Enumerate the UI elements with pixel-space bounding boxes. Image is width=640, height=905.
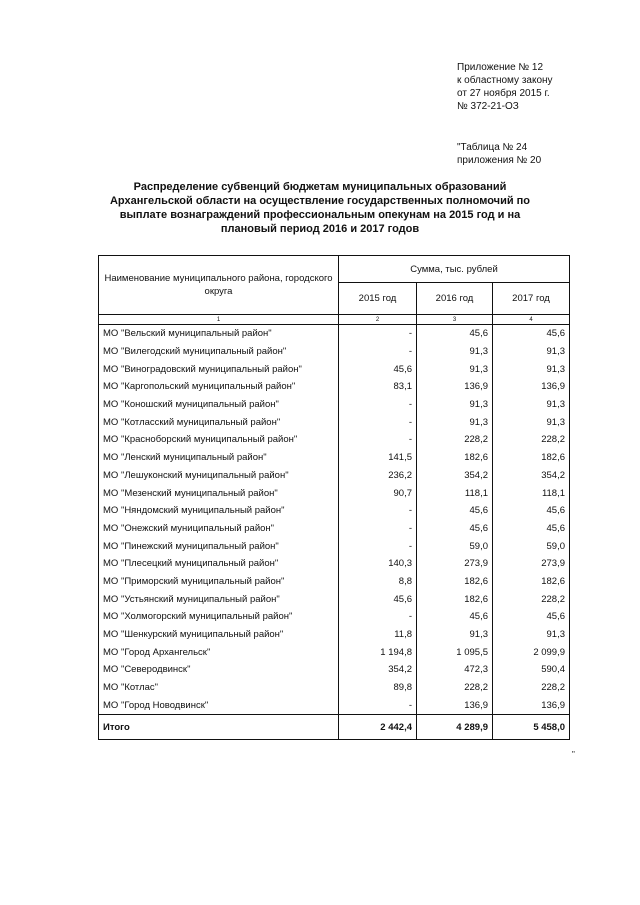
value-2017: 182,6: [493, 573, 570, 591]
value-2016: 91,3: [417, 360, 493, 378]
value-2016: 45,6: [417, 502, 493, 520]
total-label: Итого: [99, 715, 339, 740]
table-row: [99, 661, 570, 679]
value-2016: 182,6: [417, 590, 493, 608]
value-2015: 236,2: [339, 467, 417, 485]
value-2017: 118,1: [493, 484, 570, 502]
value-2015: -: [339, 325, 417, 343]
table-row: [99, 325, 570, 343]
municipality-name: МО "Лешуконский муниципальный район": [99, 467, 339, 485]
municipality-name: МО "Вилегодский муниципальный район": [99, 343, 339, 361]
value-2015: 1 194,8: [339, 643, 417, 661]
header-municipality: Наименование муниципального района, городского округа: [99, 256, 339, 315]
value-2017: 182,6: [493, 449, 570, 467]
appendix-line: Приложение № 12: [457, 62, 544, 73]
appendix-line: № 372-21-ОЗ: [457, 101, 519, 112]
table-reference: [457, 141, 541, 167]
value-2017: 354,2: [493, 467, 570, 485]
table-row: [99, 378, 570, 396]
municipality-name: МО "Вельский муниципальный район": [99, 325, 339, 343]
table-row: [99, 343, 570, 361]
value-2015: 83,1: [339, 378, 417, 396]
value-2016: 273,9: [417, 555, 493, 573]
municipality-name: МО "Приморский муниципальный район": [99, 573, 339, 591]
municipality-name: МО "Красноборский муниципальный район": [99, 431, 339, 449]
value-2015: -: [339, 608, 417, 626]
municipality-name: МО "Пинежский муниципальный район": [99, 537, 339, 555]
table-row: [99, 679, 570, 697]
table-reference-line: приложения № 20: [457, 155, 542, 166]
value-2015: -: [339, 396, 417, 414]
table-row: [99, 413, 570, 431]
municipality-name: МО "Онежский муниципальный район": [99, 520, 339, 538]
municipality-name: МО "Шенкурский муниципальный район": [99, 626, 339, 644]
table-row: [99, 502, 570, 520]
municipality-name: МО "Ленский муниципальный район": [99, 449, 339, 467]
municipality-name: МО "Котлас": [99, 679, 339, 697]
closing-quote: ": [572, 750, 575, 759]
value-2017: 59,0: [493, 537, 570, 555]
column-number: 4: [493, 315, 570, 325]
value-2015: -: [339, 537, 417, 555]
header-sum: Сумма, тыс. рублей: [339, 256, 570, 283]
header-year-2017: 2017 год: [493, 283, 570, 315]
value-2015: 141,5: [339, 449, 417, 467]
value-2017: 2 099,9: [493, 643, 570, 661]
value-2017: 590,4: [493, 661, 570, 679]
value-2016: 118,1: [417, 484, 493, 502]
value-2017: 45,6: [493, 608, 570, 626]
value-2015: 354,2: [339, 661, 417, 679]
municipality-name: МО "Город Архангельск": [99, 643, 339, 661]
municipality-name: МО "Северодвинск": [99, 661, 339, 679]
value-2015: 11,8: [339, 626, 417, 644]
value-2016: 1 095,5: [417, 643, 493, 661]
appendix-line: от 27 ноября 2015 г.: [457, 88, 550, 99]
table-row: [99, 467, 570, 485]
table-row: [99, 590, 570, 608]
table-reference-line: "Таблица № 24: [457, 142, 528, 153]
municipality-name: МО "Город Новодвинск": [99, 696, 339, 714]
municipality-name: МО "Холмогорский муниципальный район": [99, 608, 339, 626]
total-2015: 2 442,4: [339, 715, 417, 740]
table-row: [99, 573, 570, 591]
value-2017: 91,3: [493, 360, 570, 378]
value-2016: 45,6: [417, 325, 493, 343]
municipality-name: МО "Коношский муниципальный район": [99, 396, 339, 414]
value-2017: 228,2: [493, 431, 570, 449]
value-2017: 136,9: [493, 696, 570, 714]
table-row: [99, 360, 570, 378]
appendix-line: к областному закону: [457, 75, 553, 86]
value-2015: -: [339, 431, 417, 449]
value-2016: 182,6: [417, 449, 493, 467]
value-2015: 89,8: [339, 679, 417, 697]
value-2016: 91,3: [417, 343, 493, 361]
value-2015: -: [339, 696, 417, 714]
value-2017: 45,6: [493, 520, 570, 538]
total-2017: 5 458,0: [493, 715, 570, 740]
value-2017: 45,6: [493, 502, 570, 520]
header-year-2016: 2016 год: [417, 283, 493, 315]
value-2016: 472,3: [417, 661, 493, 679]
value-2016: 91,3: [417, 413, 493, 431]
table-row: [99, 537, 570, 555]
value-2015: 45,6: [339, 590, 417, 608]
value-2017: 45,6: [493, 325, 570, 343]
appendix-note: [457, 61, 553, 113]
value-2016: 91,3: [417, 396, 493, 414]
value-2017: 228,2: [493, 679, 570, 697]
table-row: [99, 396, 570, 414]
table-row: [99, 626, 570, 644]
value-2015: -: [339, 343, 417, 361]
value-2016: 228,2: [417, 431, 493, 449]
value-2017: 91,3: [493, 413, 570, 431]
table-row: [99, 555, 570, 573]
value-2015: 140,3: [339, 555, 417, 573]
value-2017: 91,3: [493, 396, 570, 414]
value-2015: -: [339, 502, 417, 520]
subsidy-table: [98, 255, 570, 740]
table-row: [99, 696, 570, 714]
value-2016: 228,2: [417, 679, 493, 697]
value-2016: 354,2: [417, 467, 493, 485]
municipality-name: МО "Виноградовский муниципальный район": [99, 360, 339, 378]
table-row: [99, 431, 570, 449]
municipality-name: МО "Мезенский муниципальный район": [99, 484, 339, 502]
total-row: [99, 715, 570, 740]
table-row: [99, 449, 570, 467]
municipality-name: МО "Няндомский муниципальный район": [99, 502, 339, 520]
table-row: [99, 520, 570, 538]
value-2017: 91,3: [493, 626, 570, 644]
value-2017: 228,2: [493, 590, 570, 608]
table-row: [99, 608, 570, 626]
header-year-2015: 2015 год: [339, 283, 417, 315]
value-2015: -: [339, 520, 417, 538]
municipality-name: МО "Устьянский муниципальный район": [99, 590, 339, 608]
municipality-name: МО "Каргопольский муниципальный район": [99, 378, 339, 396]
column-number: 2: [339, 315, 417, 325]
value-2016: 45,6: [417, 608, 493, 626]
value-2017: 273,9: [493, 555, 570, 573]
value-2016: 136,9: [417, 696, 493, 714]
value-2015: 45,6: [339, 360, 417, 378]
value-2017: 91,3: [493, 343, 570, 361]
value-2016: 136,9: [417, 378, 493, 396]
value-2015: 8,8: [339, 573, 417, 591]
value-2015: 90,7: [339, 484, 417, 502]
value-2017: 136,9: [493, 378, 570, 396]
column-number: 3: [417, 315, 493, 325]
value-2016: 45,6: [417, 520, 493, 538]
value-2016: 91,3: [417, 626, 493, 644]
table-row: [99, 643, 570, 661]
value-2015: -: [339, 413, 417, 431]
municipality-name: МО "Плесецкий муниципальный район": [99, 555, 339, 573]
column-number: 1: [99, 315, 339, 325]
document-title: Распределение субвенций бюджетам муниципальных образований Архангельской области на осуществление государственных полномочий по выплате вознаграждений профессиональным опекунам на 2015 год и на плановый период 2016 и 2017 годов: [109, 181, 531, 235]
municipality-name: МО "Котласский муниципальный район": [99, 413, 339, 431]
total-2016: 4 289,9: [417, 715, 493, 740]
value-2016: 59,0: [417, 537, 493, 555]
value-2016: 182,6: [417, 573, 493, 591]
table-row: [99, 484, 570, 502]
